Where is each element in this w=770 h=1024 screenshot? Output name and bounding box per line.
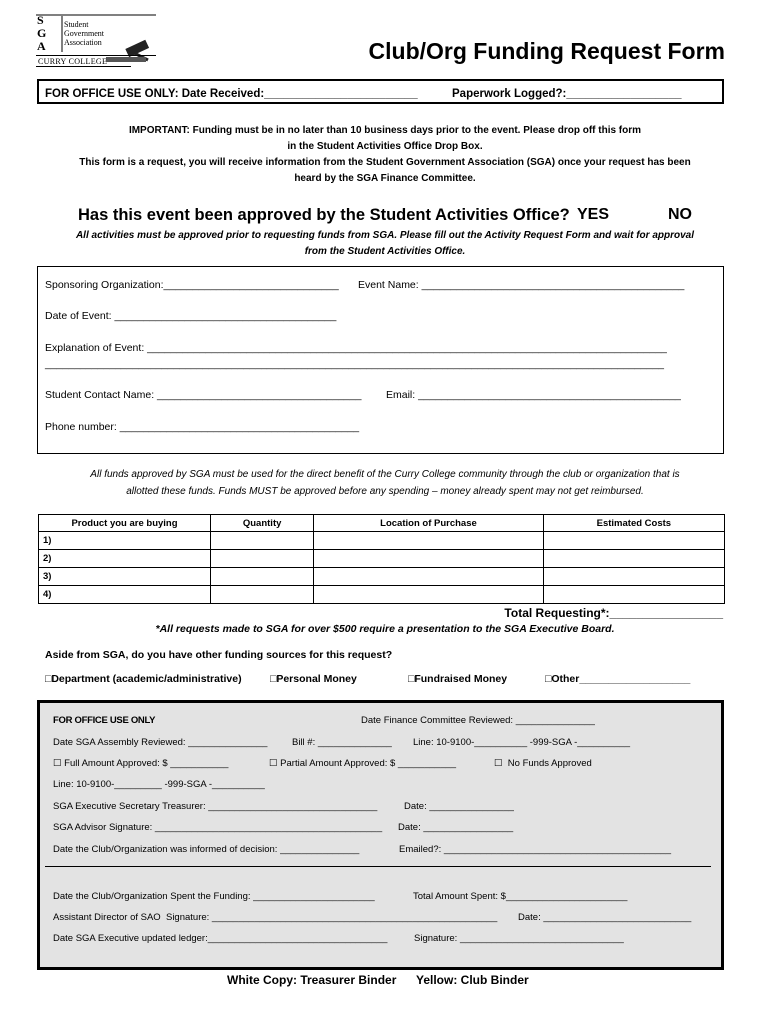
explanation-field-line2[interactable]: __________________________________________________________________________________________________________ (45, 358, 664, 370)
location-cell[interactable] (314, 568, 543, 586)
quantity-cell[interactable] (211, 532, 314, 550)
quantity-cell[interactable] (211, 550, 314, 568)
cost-cell[interactable] (543, 568, 724, 586)
location-cell[interactable] (314, 586, 543, 604)
table-row (39, 550, 725, 568)
funds-note (40, 466, 730, 500)
approval-question: Has this event been approved by the Student Activities Office? (78, 206, 570, 224)
explanation-field[interactable]: Explanation of Event: _________________________________________________________________________________________ (45, 342, 667, 354)
header-product: Product you are buying (39, 515, 211, 532)
table-header-row (39, 515, 725, 532)
sponsoring-organization-field[interactable]: Sponsoring Organization:______________________________ (45, 279, 339, 291)
logo-letter-a: A (37, 39, 46, 53)
header-location: Location of Purchase (314, 515, 543, 532)
assembly-review-date-field[interactable]: Date SGA Assembly Reviewed: _______________ (53, 737, 268, 748)
paperwork-logged-field[interactable]: Paperwork Logged?:__________________ (452, 88, 682, 100)
line-code-field[interactable]: Line: 10-9100-__________ -999-SGA -__________ (413, 737, 631, 748)
logo-line: Government (64, 29, 104, 38)
notice-line: IMPORTANT: Funding must be in no later than 10 business days prior to the event. Please drop off this form (128, 125, 642, 136)
office-box-divider (45, 866, 711, 867)
line-code-field-2[interactable]: Line: 10-9100-_________ -999-SGA -__________ (53, 779, 265, 790)
total-requesting-field[interactable]: Total Requesting*:_________________ (504, 606, 723, 620)
ledger-date-field[interactable]: Date SGA Executive updated ledger:__________________________________ (53, 933, 388, 944)
yellow-copy-note: Yellow: Club Binder (416, 973, 529, 987)
other-checkbox[interactable]: □Other___________________ (545, 673, 691, 685)
cost-cell[interactable] (543, 550, 724, 568)
important-notice (40, 123, 730, 187)
approval-note (40, 228, 730, 260)
student-contact-field[interactable]: Student Contact Name: ___________________________________ (45, 389, 362, 401)
advisor-date-field[interactable]: Date: _________________ (398, 822, 514, 833)
sao-signature-field[interactable]: Assistant Director of SAO Signature: ______________________________________________________ (53, 912, 498, 923)
approval-note-line: All activities must be approved prior to requesting funds from SGA. Please fill out the Activity Request Form and wait for approval (75, 230, 695, 241)
presentation-note: *All requests made to SGA for over $500 require a presentation to the SGA Executive Board. (155, 623, 615, 635)
event-name-field[interactable]: Event Name: _____________________________________________ (358, 279, 685, 291)
logo-college-name: CURRY COLLEGE (38, 57, 108, 66)
email-field[interactable]: Email: _____________________________________________ (386, 389, 681, 401)
no-option[interactable]: NO (668, 206, 692, 223)
no-funds-checkbox[interactable]: ☐ No Funds Approved (494, 758, 592, 769)
logo-letter-g: G (37, 26, 47, 40)
table-row (39, 568, 725, 586)
funds-note-line: allotted these funds. Funds MUST be approved before any spending – money already spent may not get reimbursed. (126, 486, 644, 497)
treasurer-date-field[interactable]: Date: ________________ (404, 801, 514, 812)
table-row (39, 586, 725, 604)
ledger-signature-field[interactable]: Signature: _______________________________ (414, 933, 624, 944)
cost-cell[interactable] (543, 586, 724, 604)
phone-number-field[interactable]: Phone number: _________________________________________ (45, 421, 360, 433)
logo-line: Student (64, 20, 89, 29)
notice-line: This form is a request, you will receive information from the Student Government Association (SGA) once your request has been (79, 157, 691, 168)
full-amount-checkbox[interactable]: ☐ Full Amount Approved: $ ___________ (53, 758, 229, 769)
location-cell[interactable] (314, 532, 543, 550)
treasurer-signature-field[interactable]: SGA Executive Secretary Treasurer: ________________________________ (53, 801, 378, 812)
other-sources-question: Aside from SGA, do you have other funding sources for this request? (45, 649, 393, 661)
cost-cell[interactable] (543, 532, 724, 550)
emailed-field[interactable]: Emailed?: ___________________________________________ (399, 844, 672, 855)
total-spent-field[interactable]: Total Amount Spent: $_______________________ (413, 891, 628, 902)
items-table (38, 514, 725, 604)
header-cost: Estimated Costs (543, 515, 724, 532)
fundraised-money-checkbox[interactable]: □Fundraised Money (408, 673, 508, 685)
logo-line: Association (64, 38, 102, 47)
funding-spent-date-field[interactable]: Date the Club/Organization Spent the Funding: _______________________ (53, 891, 375, 902)
decision-informed-date-field[interactable]: Date the Club/Organization was informed of decision: _______________ (53, 844, 360, 855)
quantity-cell[interactable] (211, 568, 314, 586)
location-cell[interactable] (314, 550, 543, 568)
date-of-event-field[interactable]: Date of Event: ______________________________________ (45, 310, 337, 322)
row-number[interactable]: 2) (39, 550, 211, 568)
notice-line: heard by the SGA Finance Committee. (294, 173, 476, 184)
bill-number-field[interactable]: Bill #: ______________ (292, 737, 392, 748)
yes-option[interactable]: YES (577, 206, 610, 223)
row-number[interactable]: 4) (39, 586, 211, 604)
row-number[interactable]: 3) (39, 568, 211, 586)
form-title: Club/Org Funding Request Form (368, 38, 725, 64)
finance-review-date-field[interactable]: Date Finance Committee Reviewed: _______________ (361, 715, 595, 726)
white-copy-note: White Copy: Treasurer Binder (227, 973, 397, 987)
logo-letter-s: S (37, 13, 44, 27)
approval-note-line: from the Student Activities Office. (304, 246, 466, 257)
partial-amount-checkbox[interactable]: ☐ Partial Amount Approved: $ ___________ (269, 758, 457, 769)
header-quantity: Quantity (211, 515, 314, 532)
office-box-heading: FOR OFFICE USE ONLY (53, 715, 156, 726)
sao-date-field[interactable]: Date: ____________________________ (518, 912, 692, 923)
row-number[interactable]: 1) (39, 532, 211, 550)
quantity-cell[interactable] (211, 586, 314, 604)
funds-note-line: All funds approved by SGA must be used for the direct benefit of the Curry College community through the club or organization that is (90, 469, 680, 480)
personal-money-checkbox[interactable]: □Personal Money (270, 673, 357, 685)
date-received-field[interactable]: FOR OFFICE USE ONLY: Date Received:________________________ (45, 88, 418, 100)
table-row (39, 532, 725, 550)
department-checkbox[interactable]: □Department (academic/administrative) (45, 673, 242, 685)
advisor-signature-field[interactable]: SGA Advisor Signature: ___________________________________________ (53, 822, 383, 833)
notice-line: in the Student Activities Office Drop Box. (287, 141, 483, 152)
